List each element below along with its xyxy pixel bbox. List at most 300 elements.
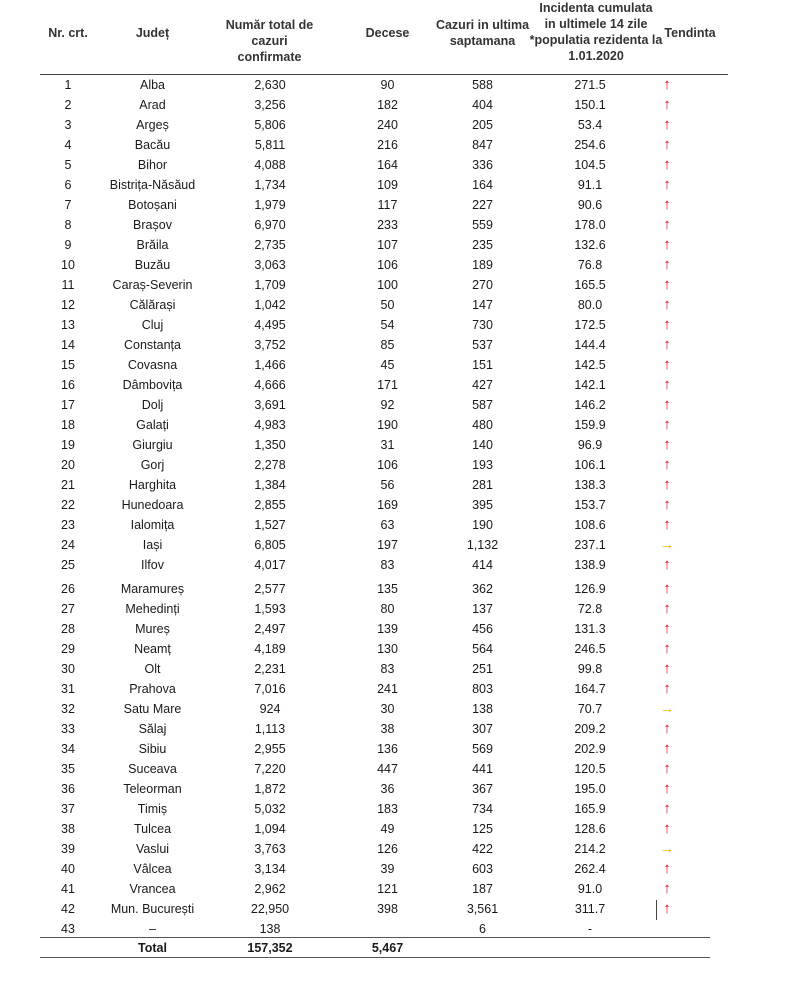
cell-decese: 63: [380, 518, 395, 532]
cell-judet: Galați: [136, 418, 169, 432]
cell-decese: 398: [377, 902, 398, 916]
table-row: [0, 215, 800, 235]
cell-decese: 182: [377, 98, 398, 112]
cell-week-cases: 587: [472, 398, 493, 412]
cell-judet: Brăila: [136, 238, 169, 252]
cell-nr: 28: [61, 622, 75, 636]
cell-decese: 136: [377, 742, 398, 756]
cell-nr: 34: [61, 742, 75, 756]
arrow-right-icon: →: [659, 536, 675, 553]
arrow-up-icon: ↑: [663, 680, 671, 697]
cell-nr: 31: [61, 682, 75, 696]
cell-total-cases: 7,220: [254, 762, 286, 776]
table-row: [0, 75, 800, 95]
cell-incidence: 164.7: [574, 682, 606, 696]
cell-judet: Mehedinți: [125, 602, 180, 616]
cell-total-cases: 6,805: [254, 538, 286, 552]
cell-incidence: 209.2: [574, 722, 606, 736]
table-row: [0, 335, 800, 355]
cell-total-cases: 3,256: [254, 98, 286, 112]
table-row: [0, 699, 800, 719]
arrow-up-icon: ↑: [663, 156, 671, 173]
cell-decese: 36: [380, 782, 395, 796]
cell-decese: 107: [377, 238, 398, 252]
table-row: [0, 535, 800, 555]
cell-decese: 56: [380, 478, 395, 492]
cell-decese: 117: [377, 198, 398, 212]
arrow-up-icon: ↑: [663, 356, 671, 373]
cell-judet: Arad: [139, 98, 166, 112]
cell-decese: 31: [380, 438, 395, 452]
arrow-up-icon: ↑: [663, 416, 671, 433]
cell-incidence: 128.6: [574, 822, 606, 836]
cell-judet: Satu Mare: [123, 702, 182, 716]
cell-incidence: 150.1: [574, 98, 606, 112]
table-row: [0, 95, 800, 115]
table-row: [0, 355, 800, 375]
cell-week-cases: 803: [472, 682, 493, 696]
cell-total-cases: 2,630: [254, 78, 286, 92]
cell-week-cases: 151: [472, 358, 493, 372]
cell-nr: 1: [64, 78, 72, 92]
cell-nr: 3: [64, 118, 72, 132]
cell-nr: 29: [61, 642, 75, 656]
arrow-up-icon: ↑: [663, 820, 671, 837]
cell-week-cases: 125: [472, 822, 493, 836]
cell-nr: 8: [64, 218, 72, 232]
cell-total-cases: 22,950: [250, 902, 290, 916]
cell-incidence: 178.0: [574, 218, 606, 232]
cell-incidence: 159.9: [574, 418, 606, 432]
cell-judet: Ilfov: [141, 558, 164, 572]
cell-week-cases: 603: [472, 862, 493, 876]
cell-judet: Botoșani: [128, 198, 177, 212]
cell-total-cases: 1,466: [254, 358, 286, 372]
cell-judet: Vaslui: [135, 842, 170, 856]
cell-total-cases: 1,094: [254, 822, 286, 836]
arrow-up-icon: ↑: [663, 436, 671, 453]
table-row: [0, 619, 800, 639]
cell-incidence: 91.0: [577, 882, 603, 896]
cell-total-cases: 4,088: [254, 158, 286, 172]
cell-nr: 7: [64, 198, 72, 212]
cell-total-cases: 5,811: [254, 138, 286, 152]
table-row: [0, 759, 800, 779]
cell-decese: 216: [377, 138, 398, 152]
cell-judet: Hunedoara: [121, 498, 184, 512]
cell-week-cases: 307: [472, 722, 493, 736]
cell-nr: 18: [61, 418, 75, 432]
cell-incidence: 106.1: [574, 458, 606, 472]
cell-judet: Dâmbovița: [122, 378, 183, 392]
cell-week-cases: 734: [472, 802, 493, 816]
cell-incidence: 99.8: [577, 662, 603, 676]
cell-decese: 130: [377, 642, 398, 656]
header-decese: Decese: [365, 26, 410, 40]
cell-incidence: 202.9: [574, 742, 606, 756]
cell-decese: 30: [380, 702, 395, 716]
cell-total-cases: 2,962: [254, 882, 286, 896]
cell-judet: Suceava: [128, 762, 177, 776]
table-row: [0, 115, 800, 135]
cell-nr: 33: [61, 722, 75, 736]
cell-total-cases: 3,763: [254, 842, 286, 856]
cell-nr: 22: [61, 498, 75, 512]
cell-nr: 40: [61, 862, 75, 876]
cell-total-cases: 4,495: [254, 318, 286, 332]
cell-week-cases: 270: [472, 278, 493, 292]
table-row: [0, 255, 800, 275]
cell-incidence: 144.4: [574, 338, 606, 352]
cell-decese: 80: [380, 602, 395, 616]
cell-decese: 240: [377, 118, 398, 132]
total-top-rule: [40, 937, 710, 938]
cell-incidence: 146.2: [574, 398, 606, 412]
cell-week-cases: 251: [472, 662, 493, 676]
total-label: Total: [138, 941, 167, 955]
total-row: [0, 938, 800, 958]
cell-judet: Călărași: [129, 298, 176, 312]
cell-judet: Mun. București: [110, 902, 195, 916]
cell-incidence: 138.3: [574, 478, 606, 492]
cell-decese: 139: [377, 622, 398, 636]
cell-judet: Brașov: [133, 218, 172, 232]
cell-judet: –: [149, 922, 156, 936]
cell-week-cases: 395: [472, 498, 493, 512]
cell-incidence: 142.1: [574, 378, 606, 392]
arrow-up-icon: ↑: [663, 580, 671, 597]
header-incidence-note: *populatia rezidenta la 1.01.2020: [529, 33, 663, 63]
cell-nr: 10: [61, 258, 75, 272]
cell-total-cases: 2,955: [254, 742, 286, 756]
cell-decese: 50: [380, 298, 395, 312]
cell-decese: 164: [377, 158, 398, 172]
cell-incidence: 131.3: [574, 622, 606, 636]
cell-judet: Gorj: [140, 458, 165, 472]
cell-decese: 54: [380, 318, 395, 332]
cell-incidence: 195.0: [574, 782, 606, 796]
cell-decese: 241: [377, 682, 398, 696]
cell-total-cases: 2,577: [254, 582, 286, 596]
cell-decese: 83: [380, 662, 395, 676]
cell-decese: 197: [377, 538, 398, 552]
cell-decese: 190: [377, 418, 398, 432]
cell-incidence: 90.6: [577, 198, 603, 212]
table-row: [0, 135, 800, 155]
cell-nr: 17: [61, 398, 75, 412]
arrow-up-icon: ↑: [663, 116, 671, 133]
arrow-up-icon: ↑: [663, 620, 671, 637]
arrow-up-icon: ↑: [663, 720, 671, 737]
cell-total-cases: 1,872: [254, 782, 286, 796]
cell-decese: 106: [377, 258, 398, 272]
arrow-up-icon: ↑: [663, 256, 671, 273]
cell-incidence: 104.5: [574, 158, 606, 172]
cell-week-cases: 564: [472, 642, 493, 656]
cell-total-cases: 1,734: [254, 178, 286, 192]
cell-nr: 42: [61, 902, 75, 916]
cell-decese: 49: [380, 822, 395, 836]
cell-decese: 38: [380, 722, 395, 736]
cell-decese: 106: [377, 458, 398, 472]
cell-decese: 45: [380, 358, 395, 372]
cell-incidence: 237.1: [574, 538, 606, 552]
cell-week-cases: 187: [472, 882, 493, 896]
table-row: [0, 195, 800, 215]
table-row: [0, 799, 800, 819]
table-row: [0, 495, 800, 515]
arrow-up-icon: ↑: [663, 760, 671, 777]
cell-nr: 37: [61, 802, 75, 816]
cell-nr: 4: [64, 138, 72, 152]
cell-total-cases: 3,063: [254, 258, 286, 272]
cell-nr: 35: [61, 762, 75, 776]
table-row: [0, 859, 800, 879]
cell-decese: 135: [377, 582, 398, 596]
arrow-up-icon: ↑: [663, 216, 671, 233]
cell-decese: 109: [377, 178, 398, 192]
table-row: [0, 919, 800, 939]
cell-incidence: 70.7: [577, 702, 603, 716]
cell-week-cases: 559: [472, 218, 493, 232]
header-nr-crt: Nr. crt.: [48, 26, 88, 40]
cell-nr: 41: [61, 882, 75, 896]
cell-week-cases: 235: [472, 238, 493, 252]
cell-week-cases: 367: [472, 782, 493, 796]
cell-week-cases: 441: [472, 762, 493, 776]
cell-judet: Bistrița-Năsăud: [109, 178, 196, 192]
cell-judet: Buzău: [134, 258, 171, 272]
arrow-up-icon: ↑: [663, 196, 671, 213]
cell-incidence: 311.7: [574, 902, 606, 916]
arrow-up-icon: ↑: [663, 376, 671, 393]
cell-week-cases: 205: [472, 118, 493, 132]
cell-total-cases: 1,113: [254, 722, 286, 736]
table-row: [0, 275, 800, 295]
cell-week-cases: 164: [472, 178, 493, 192]
cell-total-cases: 5,032: [254, 802, 286, 816]
cell-judet: Bacău: [134, 138, 171, 152]
table-row: [0, 395, 800, 415]
table-row: [0, 819, 800, 839]
cell-total-cases: 1,979: [254, 198, 286, 212]
table-row: [0, 235, 800, 255]
cell-total-cases: 2,497: [254, 622, 286, 636]
cell-incidence: 262.4: [574, 862, 606, 876]
arrow-up-icon: ↑: [663, 780, 671, 797]
arrow-up-icon: ↑: [663, 316, 671, 333]
cell-week-cases: 569: [472, 742, 493, 756]
cell-judet: Ialomița: [130, 518, 175, 532]
cell-week-cases: 3,561: [466, 902, 499, 916]
cell-nr: 39: [61, 842, 75, 856]
cell-nr: 16: [61, 378, 75, 392]
cell-total-cases: 4,189: [254, 642, 286, 656]
table-row: [0, 879, 800, 899]
table-row: [0, 639, 800, 659]
cell-week-cases: 847: [472, 138, 493, 152]
arrow-up-icon: ↑: [663, 76, 671, 93]
table-row: [0, 415, 800, 435]
cell-decese: [350, 919, 425, 939]
cell-judet: Giurgiu: [132, 438, 173, 452]
cell-total-cases: 4,666: [254, 378, 286, 392]
cell-total-cases: 2,278: [254, 458, 286, 472]
cell-week-cases: 137: [472, 602, 493, 616]
cell-week-cases: 1,132: [466, 538, 499, 552]
arrow-up-icon: ↑: [663, 660, 671, 677]
cell-nr: 12: [61, 298, 75, 312]
cell-nr: 30: [61, 662, 75, 676]
table-row: [0, 599, 800, 619]
cell-decese: 39: [380, 862, 395, 876]
table-row: [0, 155, 800, 175]
arrow-right-icon: →: [659, 700, 675, 717]
cell-total-cases: 3,691: [254, 398, 286, 412]
cell-judet: Cluj: [141, 318, 164, 332]
cell-nr: 11: [61, 278, 75, 292]
cell-total-cases: 5,806: [254, 118, 286, 132]
cell-decese: 233: [377, 218, 398, 232]
cell-week-cases: 427: [472, 378, 493, 392]
table-row: [0, 315, 800, 335]
cell-decese: 183: [377, 802, 398, 816]
cell-judet: Harghita: [128, 478, 177, 492]
cell-week-cases: 537: [472, 338, 493, 352]
cell-decese: 92: [380, 398, 395, 412]
cell-judet: Alba: [139, 78, 166, 92]
header-total-cases: Număr total de cazuri confirmate: [225, 18, 314, 64]
cell-nr: 14: [61, 338, 75, 352]
cell-judet: Sălaj: [138, 722, 167, 736]
arrow-up-icon: ↑: [663, 860, 671, 877]
arrow-up-icon: ↑: [663, 276, 671, 293]
cell-incidence: 165.5: [574, 278, 606, 292]
cell-decese: 83: [380, 558, 395, 572]
cell-total-cases: 1,593: [254, 602, 286, 616]
cell-week-cases: 480: [472, 418, 493, 432]
cell-nr: 43: [61, 922, 75, 936]
table-row: [0, 515, 800, 535]
arrow-up-icon: ↑: [663, 336, 671, 353]
arrow-up-icon: ↑: [663, 476, 671, 493]
cell-total-cases: 924: [259, 702, 281, 716]
cell-week-cases: 190: [472, 518, 493, 532]
arrow-up-icon: ↑: [663, 640, 671, 657]
arrow-up-icon: ↑: [663, 740, 671, 757]
cell-decese: 126: [377, 842, 398, 856]
table-row: [0, 175, 800, 195]
cell-nr: 19: [61, 438, 75, 452]
arrow-up-icon: ↑: [663, 396, 671, 413]
cell-incidence: 138.9: [574, 558, 606, 572]
cell-week-cases: 281: [472, 478, 493, 492]
cell-nr: 13: [61, 318, 75, 332]
table-row: [0, 435, 800, 455]
cell-judet: Maramureș: [120, 582, 185, 596]
cell-nr: 36: [61, 782, 75, 796]
header-judet: Județ: [135, 26, 170, 40]
arrow-up-icon: ↑: [663, 236, 671, 253]
cell-incidence: 80.0: [577, 298, 603, 312]
cell-total-cases: 7,016: [254, 682, 286, 696]
cell-nr: 24: [61, 538, 75, 552]
cell-week-cases: 414: [472, 558, 493, 572]
cell-week-cases: 140: [472, 438, 493, 452]
cell-incidence: 271.5: [574, 78, 606, 92]
cell-nr: 27: [61, 602, 75, 616]
cell-judet: Timiș: [137, 802, 168, 816]
cell-nr: 2: [64, 98, 72, 112]
table-row: [0, 295, 800, 315]
cell-judet: Dolj: [141, 398, 164, 412]
cell-incidence: 53.4: [577, 118, 603, 132]
cell-incidence: 91.1: [577, 178, 603, 192]
cell-decese: 171: [377, 378, 398, 392]
cell-decese: 85: [380, 338, 395, 352]
cell-incidence: 142.5: [574, 358, 606, 372]
cell-judet: Teleorman: [123, 782, 182, 796]
cell-judet: Prahova: [129, 682, 176, 696]
cell-decese: 90: [380, 78, 395, 92]
arrow-up-icon: ↑: [663, 496, 671, 513]
arrow-up-icon: ↑: [663, 800, 671, 817]
cell-incidence: 120.5: [574, 762, 606, 776]
cell-incidence: 165.9: [574, 802, 606, 816]
cell-incidence: -: [587, 922, 593, 936]
cell-nr: 32: [61, 702, 75, 716]
table-row: [0, 375, 800, 395]
cell-total-cases: 1,042: [254, 298, 286, 312]
cell-incidence: 246.5: [574, 642, 606, 656]
trend-column-border: [656, 900, 657, 920]
cell-judet: Vrancea: [129, 882, 176, 896]
cell-total-cases: 3,752: [254, 338, 286, 352]
cell-judet: Olt: [144, 662, 161, 676]
arrow-up-icon: ↑: [663, 96, 671, 113]
cell-nr: 9: [64, 238, 72, 252]
header-tendinta: Tendinta: [664, 26, 716, 40]
cell-week-cases: 336: [472, 158, 493, 172]
total-decese-sum: 5,467: [371, 941, 404, 955]
cell-nr: 15: [61, 358, 75, 372]
cell-week-cases: 227: [472, 198, 493, 212]
cell-judet: Tulcea: [133, 822, 172, 836]
table-row: [0, 739, 800, 759]
table-row: [0, 659, 800, 679]
cell-incidence: 96.9: [577, 438, 603, 452]
cell-week-cases: 193: [472, 458, 493, 472]
cell-nr: 6: [64, 178, 72, 192]
table-row: [0, 719, 800, 739]
cell-incidence: 108.6: [574, 518, 606, 532]
cell-total-cases: 1,384: [254, 478, 286, 492]
cell-week-cases: 456: [472, 622, 493, 636]
cell-judet: Vâlcea: [133, 862, 172, 876]
table-row: [0, 779, 800, 799]
cell-nr: 26: [61, 582, 75, 596]
table-row: [0, 579, 800, 599]
cell-incidence: 153.7: [574, 498, 606, 512]
arrow-up-icon: ↑: [663, 516, 671, 533]
cell-judet: Sibiu: [138, 742, 167, 756]
cell-total-cases: 2,735: [254, 238, 286, 252]
cell-nr: 21: [61, 478, 75, 492]
table-row: [0, 475, 800, 495]
cell-nr: 5: [64, 158, 72, 172]
cell-judet: Iași: [142, 538, 163, 552]
cell-nr: 38: [61, 822, 75, 836]
